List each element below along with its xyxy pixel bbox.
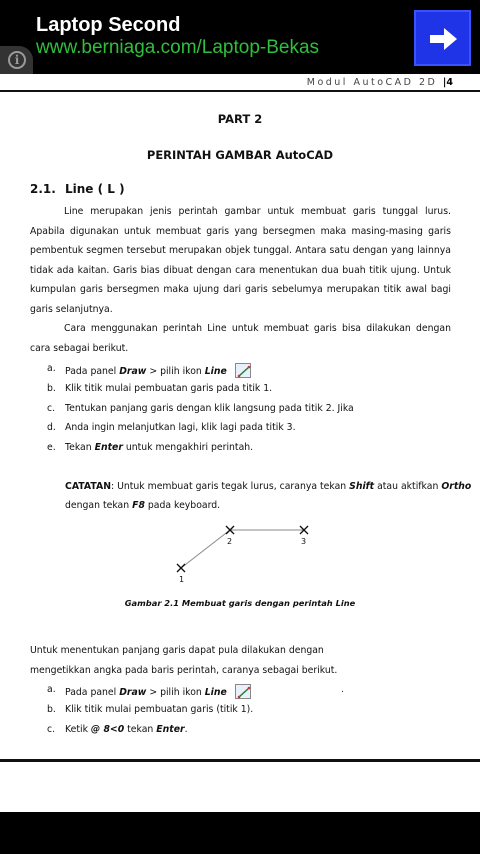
line-figure (160, 519, 320, 593)
ad-banner[interactable] (0, 0, 480, 74)
paragraph-typing-line-1: Untuk menentukan panjang garis dapat pula dilakukan dengan (30, 645, 324, 656)
point-2-label: 2 (227, 537, 233, 546)
paragraph-typing-line-2: mengetikkan angka pada baris perintah, caranya sebagai berikut. (30, 665, 338, 676)
section-heading (30, 182, 125, 196)
paragraph-intro: Line merupakan jenis perintah gambar untuk membuat garis tunggal lurus. Apabila digunakan untuk membuat garis yang bersegmen maka masing-masing garis pembentuk segmen tersebut merupakan objek tunggal. Antara satu dengan yang lainnya tidak ada kaitan. Garis bias dibuat dengan cara menentukan dua buah titik ujung. Untuk kumpulan garis bersegmen maka ujung dari garis sebelumya merupakan titik awal bagi garis selanjutnya. (30, 206, 451, 315)
figure-caption: Gambar 2.1 Membuat garis dengan perintah Line (124, 598, 356, 608)
note-line-2: dengan tekan F8 pada keyboard. (65, 500, 221, 511)
document-page: Modul AutoCAD 2D |4 PART 2 PERINTAH GAMBAR AutoCAD 2.1. Line ( L ) Line merupakan jenis perintah gambar untuk membuat garis tunggal lurus. Apabila digunakan untuk membuat garis yang bersegmen maka masing-masing garis pembentuk segmen tersebut merupakan objek tunggal. Antara satu dengan yang lainnya tidak ada kaitan. Garis bias dibuat dengan cara menentukan dua buah titik ujung. Untuk kumpulan garis bersegmen maka ujung dari garis sebelumya merupakan titik awal bagi garis selanjutnya. Cara menggunakan perintah Line untuk membuat garis bisa dilakukan dengan cara sebagai berikut. a. Pada panel Draw > pilih ikon Line b. Klik titik mulai pembuatan garis pada titik 1. c. Tentukan panjang garis dengan klik langsung pada titik 2. Jika d. Anda ingin melanjutkan lagi, klik lagi pada titik 3. e. Tekan Enter untuk mengakhiri perintah. CATATAN: Untuk membuat garis tegak lurus, caranya tekan Shift atau aktifkan Ortho dengan tekan F8 pada keyboard. 1 2 3 Gambar 2.1 Membuat garis dengan perintah Line Untuk menentukan panjang garis dapat pula dilakukan dengan mengetikkan angka pada baris perintah, caranya sebagai berikut. a. Pada panel Draw > pilih ikon Line . b. Klik titik mulai pembuatan garis (titik 1). c. Ketik @ 8<0 tekan Enter. (0, 74, 480, 812)
stray-dot: . (341, 685, 344, 695)
point-3-label: 3 (301, 537, 307, 546)
ad-title[interactable]: Laptop Second (36, 14, 181, 36)
header-separator: | (442, 77, 447, 88)
segment-1-2 (181, 530, 233, 568)
ad-url[interactable]: www.berniaga.com/Laptop-Bekas (36, 37, 320, 58)
arrow-right-icon (430, 26, 458, 52)
line-tool-icon (235, 363, 251, 378)
module-name: Modul AutoCAD 2D (306, 77, 438, 88)
point-1-marker (177, 564, 185, 572)
part-heading: PART 2 (217, 112, 263, 126)
point-1-label: 1 (179, 575, 185, 584)
section-title: Line ( L ) (65, 182, 125, 196)
ad-info-button[interactable] (0, 46, 33, 74)
line-tool-icon (235, 684, 251, 699)
note-line-1: CATATAN: Untuk membuat garis tegak lurus, caranya tekan Shift atau aktifkan Ortho (65, 481, 472, 492)
section-number: 2.1. (30, 182, 56, 196)
paragraph-usage: Cara menggunakan perintah Line untuk membuat garis bisa dilakukan dengan cara sebagai berikut. (30, 323, 451, 354)
info-icon: i (8, 51, 26, 69)
header-rule (0, 90, 480, 92)
bottom-bar (0, 812, 480, 854)
page-bottom-rule (0, 759, 480, 762)
ad-open-button[interactable] (414, 10, 471, 66)
page-header (307, 77, 453, 88)
chapter-title: PERINTAH GAMBAR AutoCAD (146, 148, 334, 162)
page-number: 4 (446, 77, 453, 88)
